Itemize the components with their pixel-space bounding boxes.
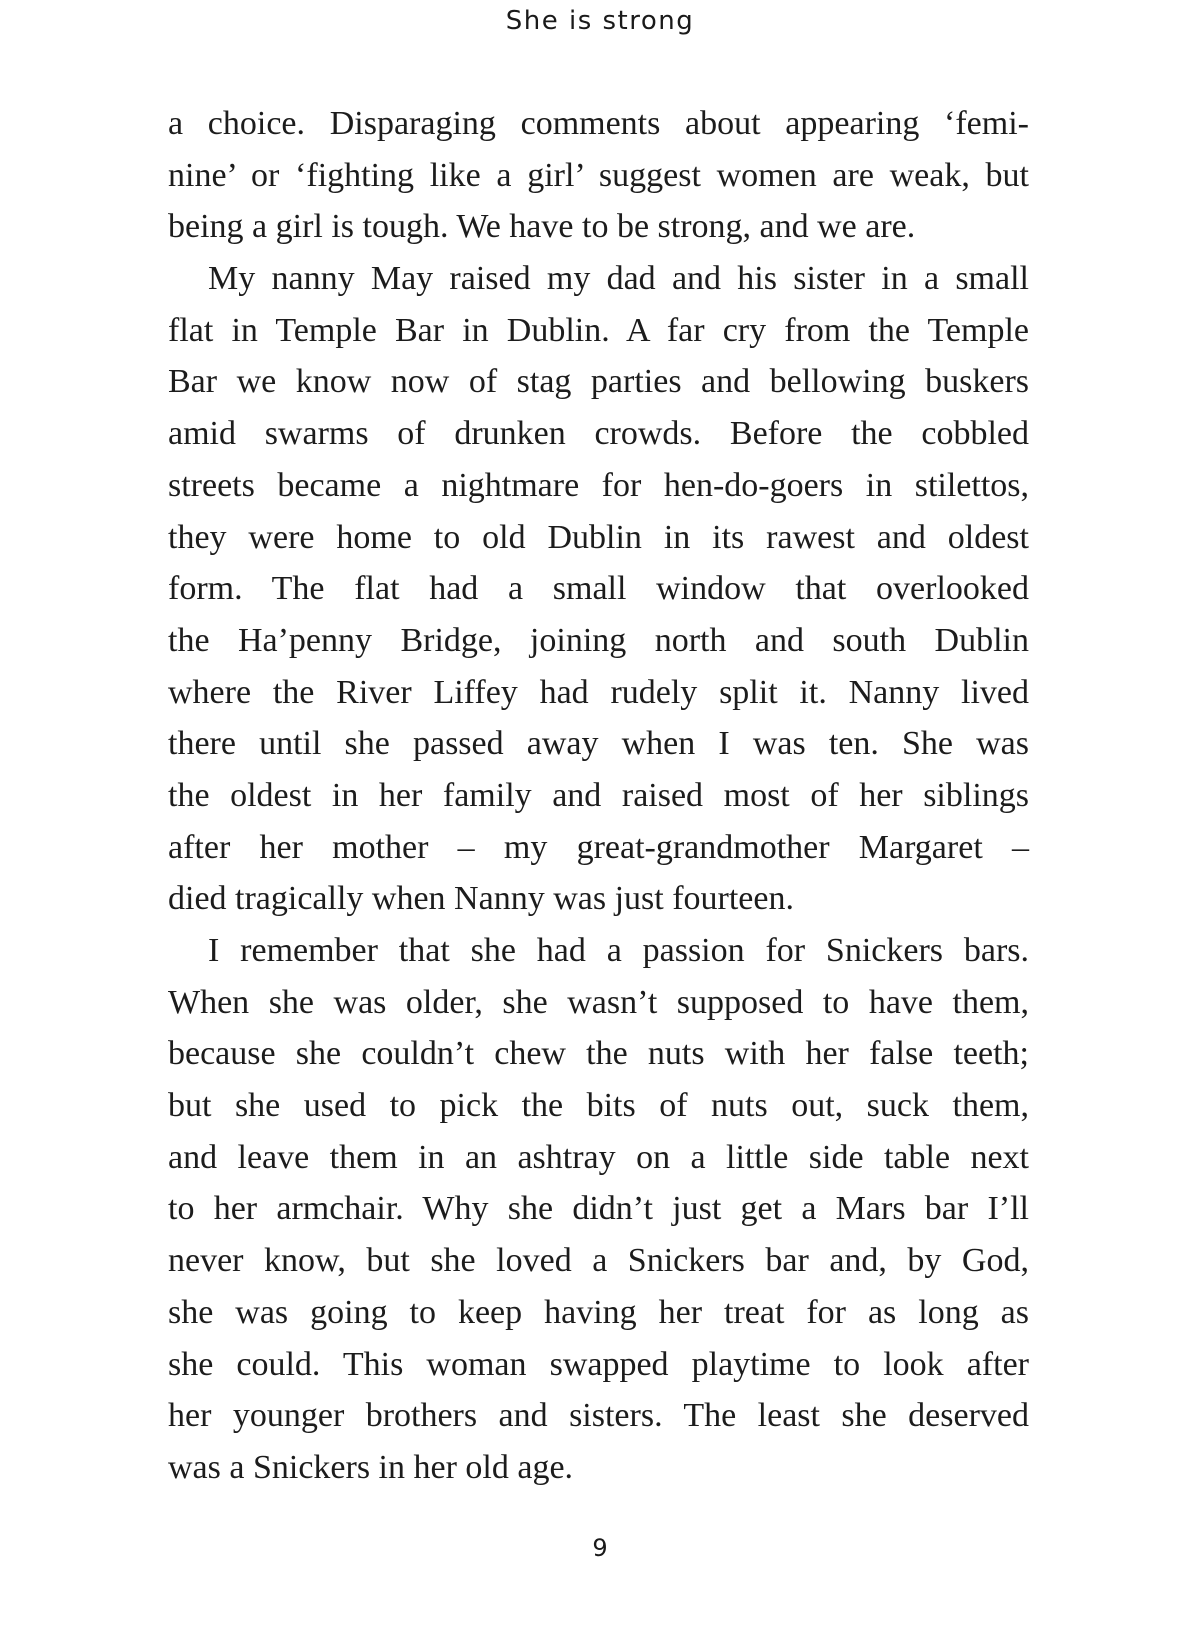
text-line: a choice. Disparaging comments about appearing ‘femi-: [168, 105, 1029, 142]
paragraph: [168, 98, 1029, 253]
text-line: streets became a nightmare for hen-do-goers in stilettos,: [168, 466, 1029, 504]
text-line: where the River Liffey had rudely split it. Nanny lived: [168, 673, 1029, 711]
text-line: the Ha’penny Bridge, joining north and south Dublin: [168, 621, 1029, 659]
text-line: amid swarms of drunken crowds. Before the cobbled: [168, 415, 1029, 453]
text-line: was a Snickers in her old age.: [168, 1448, 574, 1486]
running-head: She is strong: [505, 6, 695, 36]
text-line: died tragically when Nanny was just fourteen.: [168, 880, 794, 918]
text-line: she was going to keep having her treat for as long as: [168, 1293, 1029, 1331]
text-line: form. The flat had a small window that overlooked: [168, 570, 1029, 608]
text-line: I remember that she had a passion for Snickers bars.: [208, 932, 1029, 969]
body-text: [168, 98, 1029, 1494]
text-line: being a girl is tough. We have to be strong, and we are.: [168, 208, 916, 246]
text-line: because she couldn’t chew the nuts with her false teeth;: [168, 1035, 1029, 1073]
paragraph: [168, 253, 1029, 925]
text-line: the oldest in her family and raised most of her siblings: [168, 776, 1029, 814]
text-line: after her mother – my great-grandmother Margaret –: [168, 828, 1029, 866]
paragraph: [168, 925, 1029, 1494]
text-line: to her armchair. Why she didn’t just get a Mars bar I’ll: [168, 1190, 1029, 1228]
text-line: When she was older, she wasn’t supposed to have them,: [168, 983, 1029, 1021]
text-line: flat in Temple Bar in Dublin. A far cry from the Temple: [168, 311, 1029, 349]
text-line: My nanny May raised my dad and his sister in a small: [208, 260, 1029, 298]
text-line: and leave them in an ashtray on a little side table next: [168, 1138, 1029, 1176]
text-line: but she used to pick the bits of nuts out, suck them,: [168, 1087, 1029, 1125]
text-line: she could. This woman swapped playtime to look after: [168, 1345, 1029, 1383]
text-line: nine’ or ‘fighting like a girl’ suggest women are weak, but: [168, 156, 1029, 194]
page-number: 9: [592, 1534, 608, 1562]
text-line: her younger brothers and sisters. The least she deserved: [168, 1397, 1029, 1435]
text-line: Bar we know now of stag parties and bellowing buskers: [168, 363, 1029, 401]
text-line: they were home to old Dublin in its rawest and oldest: [168, 518, 1029, 556]
text-line: never know, but she loved a Snickers bar and, by God,: [168, 1242, 1029, 1280]
text-line: there until she passed away when I was ten. She was: [168, 725, 1029, 763]
